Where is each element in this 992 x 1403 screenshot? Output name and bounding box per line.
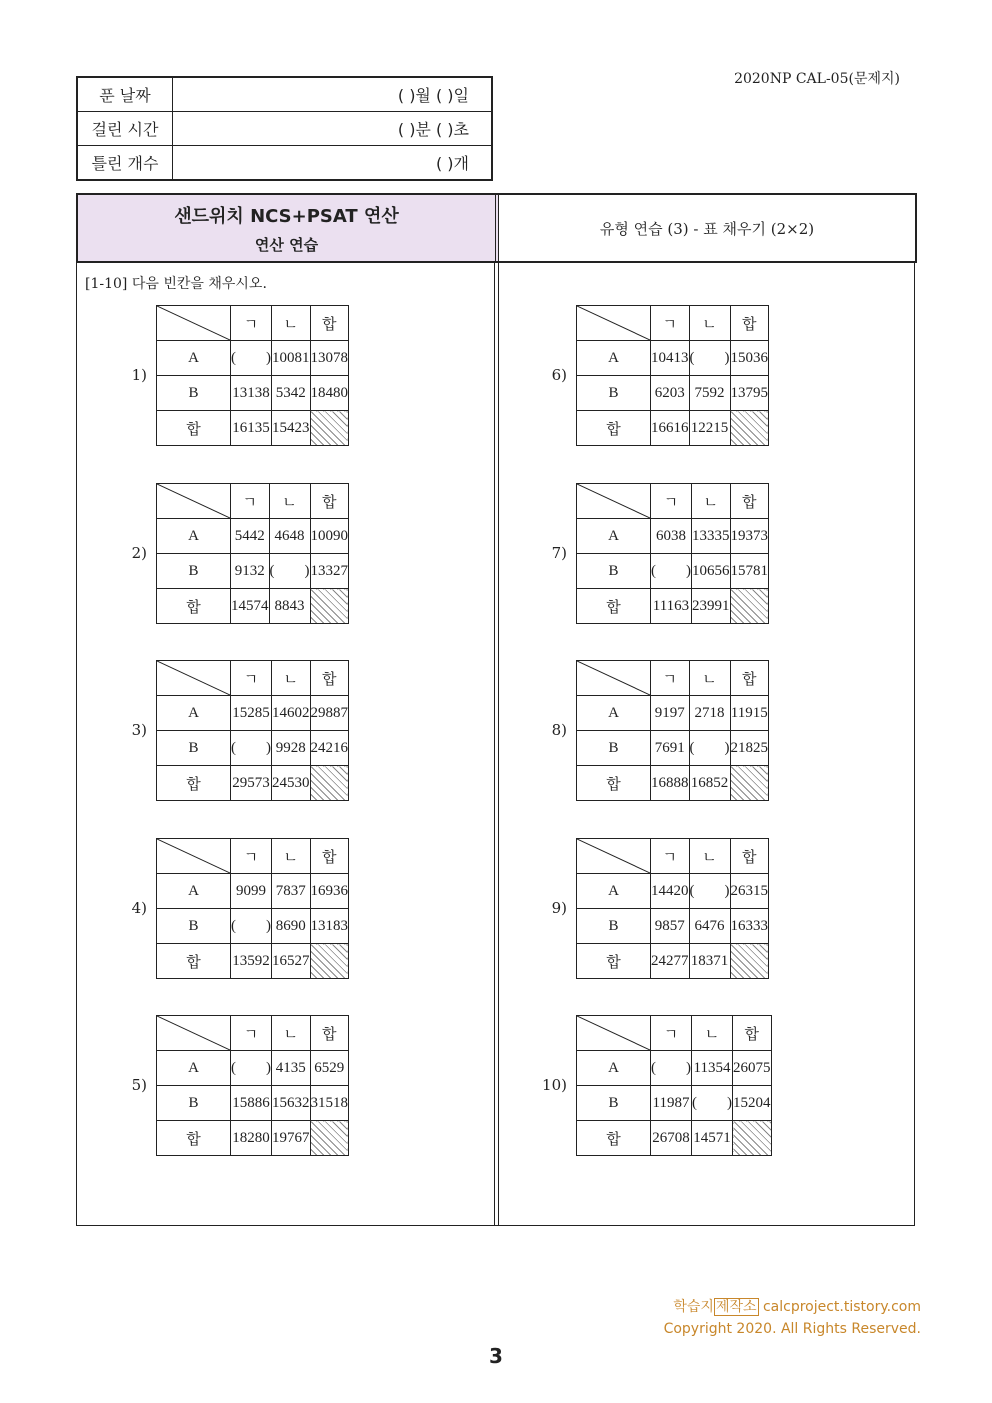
- row-header: 합: [157, 766, 231, 801]
- corner-cell: [577, 1016, 651, 1051]
- table-cell: 15285: [231, 696, 272, 731]
- row-header: 합: [157, 411, 231, 446]
- problem-table: [576, 483, 769, 624]
- corner-cell: [577, 839, 651, 874]
- problem-table: [576, 1015, 772, 1156]
- info-value: ( )월 ( )일: [173, 77, 493, 112]
- hatched-cell: [310, 411, 349, 446]
- table-cell: 14571: [692, 1121, 733, 1156]
- problem-number: 6): [551, 366, 567, 384]
- column-header: ㄱ: [651, 306, 690, 341]
- column-header: ㄴ: [689, 661, 730, 696]
- table-row: [577, 696, 769, 731]
- table-cell: 14420: [651, 874, 690, 909]
- info-table: [76, 76, 493, 181]
- table-row: [157, 944, 349, 979]
- answer-blank[interactable]: ( ): [692, 1086, 733, 1121]
- table-cell: 18480: [310, 376, 349, 411]
- column-header: ㄴ: [272, 661, 311, 696]
- row-header: 합: [577, 766, 651, 801]
- table-cell: 13335: [692, 519, 731, 554]
- table-cell: 13138: [231, 376, 272, 411]
- table-cell: 16135: [231, 411, 272, 446]
- table-cell: 4648: [269, 519, 310, 554]
- diagonal-line-icon: [577, 661, 650, 695]
- header-row: [157, 839, 349, 874]
- problem-table: [156, 1015, 349, 1156]
- table-cell: 6038: [651, 519, 692, 554]
- table-cell: 11915: [730, 696, 769, 731]
- row-header: B: [577, 909, 651, 944]
- column-header: ㄱ: [231, 661, 272, 696]
- corner-cell: [157, 839, 231, 874]
- row-header: A: [577, 341, 651, 376]
- table-row: [577, 589, 769, 624]
- brand-prefix: 학습지: [673, 1299, 714, 1315]
- answer-blank[interactable]: ( ): [651, 1051, 692, 1086]
- row-header: 합: [577, 589, 651, 624]
- row-header: 합: [577, 1121, 651, 1156]
- table-cell: 7691: [651, 731, 690, 766]
- row-header: B: [577, 554, 651, 589]
- problem-number: 8): [551, 721, 567, 739]
- worksheet-header: [76, 193, 917, 263]
- footer-copyright: Copyright 2020. All Rights Reserved.: [663, 1321, 921, 1337]
- table-cell: 14602: [272, 696, 311, 731]
- table-cell: 2718: [689, 696, 730, 731]
- table-cell: 8843: [269, 589, 310, 624]
- column-header: ㄱ: [651, 1016, 692, 1051]
- corner-cell: [577, 306, 651, 341]
- table-row: [577, 341, 769, 376]
- column-header: ㄴ: [272, 1016, 311, 1051]
- column-header: 합: [310, 1016, 349, 1051]
- problem-table: [576, 305, 769, 446]
- info-row-time: [77, 112, 492, 146]
- column-header: ㄴ: [269, 484, 310, 519]
- table-cell: 15423: [272, 411, 311, 446]
- column-header: ㄴ: [692, 1016, 733, 1051]
- table-cell: 13078: [310, 341, 349, 376]
- hatched-cell: [730, 411, 769, 446]
- exercise-type: 유형 연습 (3) - 표 채우기 (2×2): [599, 219, 815, 238]
- table-row: [577, 909, 769, 944]
- hatched-cell: [730, 589, 769, 624]
- column-header: 합: [730, 839, 769, 874]
- column-header: 합: [730, 484, 769, 519]
- header-title-panel: [78, 195, 499, 261]
- column-header: ㄱ: [231, 1016, 272, 1051]
- answer-blank[interactable]: ( ): [651, 554, 692, 589]
- table-cell: 9197: [651, 696, 690, 731]
- table-cell: 5342: [272, 376, 311, 411]
- column-header: 합: [310, 839, 349, 874]
- header-row: [577, 661, 769, 696]
- table-cell: 8690: [272, 909, 311, 944]
- diagonal-line-icon: [157, 306, 230, 340]
- column-divider: [494, 261, 499, 1225]
- table-cell: 19767: [272, 1121, 311, 1156]
- table-cell: 18280: [231, 1121, 272, 1156]
- table-cell: 24216: [310, 731, 349, 766]
- table-cell: 12215: [689, 411, 730, 446]
- row-header: A: [157, 341, 231, 376]
- column-header: 합: [733, 1016, 772, 1051]
- corner-cell: [157, 484, 231, 519]
- worksheet-subtitle: 연산 연습: [254, 235, 319, 254]
- problem-number: 9): [551, 899, 567, 917]
- diagonal-line-icon: [157, 1016, 230, 1050]
- diagonal-line-icon: [157, 484, 230, 518]
- table-cell: 15632: [272, 1086, 311, 1121]
- row-header: A: [577, 1051, 651, 1086]
- column-header: ㄴ: [272, 839, 311, 874]
- table-cell: 6476: [689, 909, 730, 944]
- table-cell: 10081: [272, 341, 311, 376]
- table-cell: 16852: [689, 766, 730, 801]
- table-row: [157, 766, 349, 801]
- hatched-cell: [310, 589, 349, 624]
- row-header: A: [577, 874, 651, 909]
- column-header: ㄱ: [651, 484, 692, 519]
- answer-blank[interactable]: ( ): [689, 341, 730, 376]
- diagonal-line-icon: [577, 1016, 650, 1050]
- diagonal-line-icon: [577, 484, 650, 518]
- info-label: 틀린 개수: [77, 146, 173, 181]
- table-row: [577, 554, 769, 589]
- table-row: [577, 1051, 772, 1086]
- row-header: B: [157, 731, 231, 766]
- header-row: [157, 661, 349, 696]
- answer-blank[interactable]: ( ): [689, 874, 730, 909]
- header-row: [577, 484, 769, 519]
- table-cell: 15781: [730, 554, 769, 589]
- problem-table: [156, 838, 349, 979]
- table-row: [577, 1121, 772, 1156]
- table-row: [577, 519, 769, 554]
- table-cell: 7837: [272, 874, 311, 909]
- table-cell: 6529: [310, 1051, 349, 1086]
- worksheet-title: 샌드위치 NCS+PSAT 연산: [174, 205, 399, 227]
- table-cell: 15886: [231, 1086, 272, 1121]
- info-row-errors: [77, 146, 492, 181]
- table-row: [577, 766, 769, 801]
- row-header: B: [157, 376, 231, 411]
- problem-number: 5): [131, 1076, 147, 1094]
- table-cell: 13183: [310, 909, 349, 944]
- info-value: ( )분 ( )초: [173, 112, 493, 146]
- problem-table: [156, 660, 349, 801]
- column-header: 합: [730, 306, 769, 341]
- table-row: [157, 696, 349, 731]
- table-cell: 26315: [730, 874, 769, 909]
- row-header: 합: [157, 944, 231, 979]
- table-row: [157, 519, 349, 554]
- column-header: 합: [310, 661, 349, 696]
- row-header: 합: [577, 944, 651, 979]
- column-header: ㄴ: [692, 484, 731, 519]
- table-cell: 9857: [651, 909, 690, 944]
- column-header: ㄴ: [689, 306, 730, 341]
- hatched-cell: [310, 944, 349, 979]
- brand-boxed: 제작소: [715, 1299, 757, 1315]
- table-cell: 23991: [692, 589, 731, 624]
- answer-blank[interactable]: ( ): [231, 731, 272, 766]
- column-header: 합: [310, 484, 349, 519]
- row-header: B: [577, 1086, 651, 1121]
- problem-number: 7): [551, 544, 567, 562]
- column-header: 합: [730, 661, 769, 696]
- footer-brand: [673, 1296, 921, 1316]
- header-row: [577, 306, 769, 341]
- hatched-cell: [730, 944, 769, 979]
- row-header: A: [157, 519, 231, 554]
- table-cell: 6203: [651, 376, 690, 411]
- row-header: 합: [577, 411, 651, 446]
- table-cell: 5442: [231, 519, 270, 554]
- table-cell: 11987: [651, 1086, 692, 1121]
- table-row: [157, 554, 349, 589]
- info-label: 걸린 시간: [77, 112, 173, 146]
- problem-number: 4): [131, 899, 147, 917]
- table-cell: 16936: [310, 874, 349, 909]
- diagonal-line-icon: [157, 839, 230, 873]
- info-label: 푼 날짜: [77, 77, 173, 112]
- table-cell: 9132: [231, 554, 270, 589]
- table-row: [577, 944, 769, 979]
- table-cell: 16527: [272, 944, 311, 979]
- brand-site: calcproject.tistory.com: [758, 1299, 921, 1315]
- table-cell: 26708: [651, 1121, 692, 1156]
- table-row: [157, 731, 349, 766]
- header-row: [577, 839, 769, 874]
- table-cell: 21825: [730, 731, 769, 766]
- diagonal-line-icon: [157, 661, 230, 695]
- document-code: 2020NP CAL-05(문제지): [734, 71, 900, 87]
- row-header: B: [157, 909, 231, 944]
- answer-blank[interactable]: ( ): [269, 554, 310, 589]
- hatched-cell: [730, 766, 769, 801]
- table-cell: 13327: [310, 554, 349, 589]
- header-row: [157, 306, 349, 341]
- row-header: 합: [157, 1121, 231, 1156]
- problem-number: 10): [542, 1076, 567, 1094]
- row-header: A: [577, 696, 651, 731]
- problem-number: 1): [131, 366, 147, 384]
- column-header: ㄱ: [231, 306, 272, 341]
- table-row: [577, 731, 769, 766]
- table-cell: 10413: [651, 341, 690, 376]
- header-row: [157, 1016, 349, 1051]
- table-cell: 16333: [730, 909, 769, 944]
- table-row: [577, 874, 769, 909]
- row-header: B: [157, 554, 231, 589]
- column-header: ㄱ: [651, 661, 690, 696]
- table-row: [157, 376, 349, 411]
- table-cell: 16888: [651, 766, 690, 801]
- column-header: ㄴ: [689, 839, 730, 874]
- table-row: [577, 411, 769, 446]
- table-cell: 24277: [651, 944, 690, 979]
- corner-cell: [157, 661, 231, 696]
- table-row: [157, 1051, 349, 1086]
- table-cell: 9099: [231, 874, 272, 909]
- table-row: [157, 874, 349, 909]
- instructions: [1-10] 다음 빈칸을 채우시오.: [85, 276, 267, 292]
- table-row: [577, 1086, 772, 1121]
- problem-table: [156, 483, 349, 624]
- table-cell: 11354: [692, 1051, 733, 1086]
- table-cell: 9928: [272, 731, 311, 766]
- corner-cell: [577, 484, 651, 519]
- diagonal-line-icon: [577, 306, 650, 340]
- table-cell: 15204: [733, 1086, 772, 1121]
- row-header: A: [157, 696, 231, 731]
- row-header: B: [577, 376, 651, 411]
- table-cell: 31518: [310, 1086, 349, 1121]
- column-header: 합: [310, 306, 349, 341]
- table-cell: 29887: [310, 696, 349, 731]
- row-header: A: [577, 519, 651, 554]
- info-value: ( )개: [173, 146, 493, 181]
- column-header: ㄱ: [231, 839, 272, 874]
- table-row: [157, 589, 349, 624]
- table-row: [157, 1086, 349, 1121]
- table-cell: 11163: [651, 589, 692, 624]
- hatched-cell: [310, 1121, 349, 1156]
- table-cell: 7592: [689, 376, 730, 411]
- table-cell: 10090: [310, 519, 349, 554]
- diagonal-line-icon: [577, 839, 650, 873]
- table-cell: 29573: [231, 766, 272, 801]
- corner-cell: [157, 306, 231, 341]
- hatched-cell: [310, 766, 349, 801]
- table-cell: 13592: [231, 944, 272, 979]
- table-row: [157, 909, 349, 944]
- table-cell: 18371: [689, 944, 730, 979]
- worksheet-body: [76, 261, 915, 1226]
- table-cell: 16616: [651, 411, 690, 446]
- problem-number: 2): [131, 544, 147, 562]
- table-row: [157, 341, 349, 376]
- hatched-cell: [733, 1121, 772, 1156]
- problem-table: [156, 305, 349, 446]
- row-header: A: [157, 874, 231, 909]
- table-row: [157, 1121, 349, 1156]
- corner-cell: [577, 661, 651, 696]
- table-row: [577, 376, 769, 411]
- column-header: ㄱ: [231, 484, 270, 519]
- row-header: B: [577, 731, 651, 766]
- problem-number: 3): [131, 721, 147, 739]
- table-cell: 15036: [730, 341, 769, 376]
- table-cell: 19373: [730, 519, 769, 554]
- info-row-date: [77, 77, 492, 112]
- corner-cell: [157, 1016, 231, 1051]
- table-cell: 10656: [692, 554, 731, 589]
- row-header: 합: [157, 589, 231, 624]
- row-header: B: [157, 1086, 231, 1121]
- table-cell: 14574: [231, 589, 270, 624]
- column-header: ㄴ: [272, 306, 311, 341]
- problem-table: [576, 838, 769, 979]
- problem-table: [576, 660, 769, 801]
- table-row: [157, 411, 349, 446]
- answer-blank[interactable]: ( ): [231, 1051, 272, 1086]
- table-cell: 26075: [733, 1051, 772, 1086]
- table-cell: 4135: [272, 1051, 311, 1086]
- row-header: A: [157, 1051, 231, 1086]
- answer-blank[interactable]: ( ): [689, 731, 730, 766]
- table-cell: 13795: [730, 376, 769, 411]
- answer-blank[interactable]: ( ): [231, 341, 272, 376]
- column-header: ㄱ: [651, 839, 690, 874]
- page-number: 3: [489, 1344, 503, 1368]
- table-cell: 24530: [272, 766, 311, 801]
- header-row: [577, 1016, 772, 1051]
- header-row: [157, 484, 349, 519]
- answer-blank[interactable]: ( ): [231, 909, 272, 944]
